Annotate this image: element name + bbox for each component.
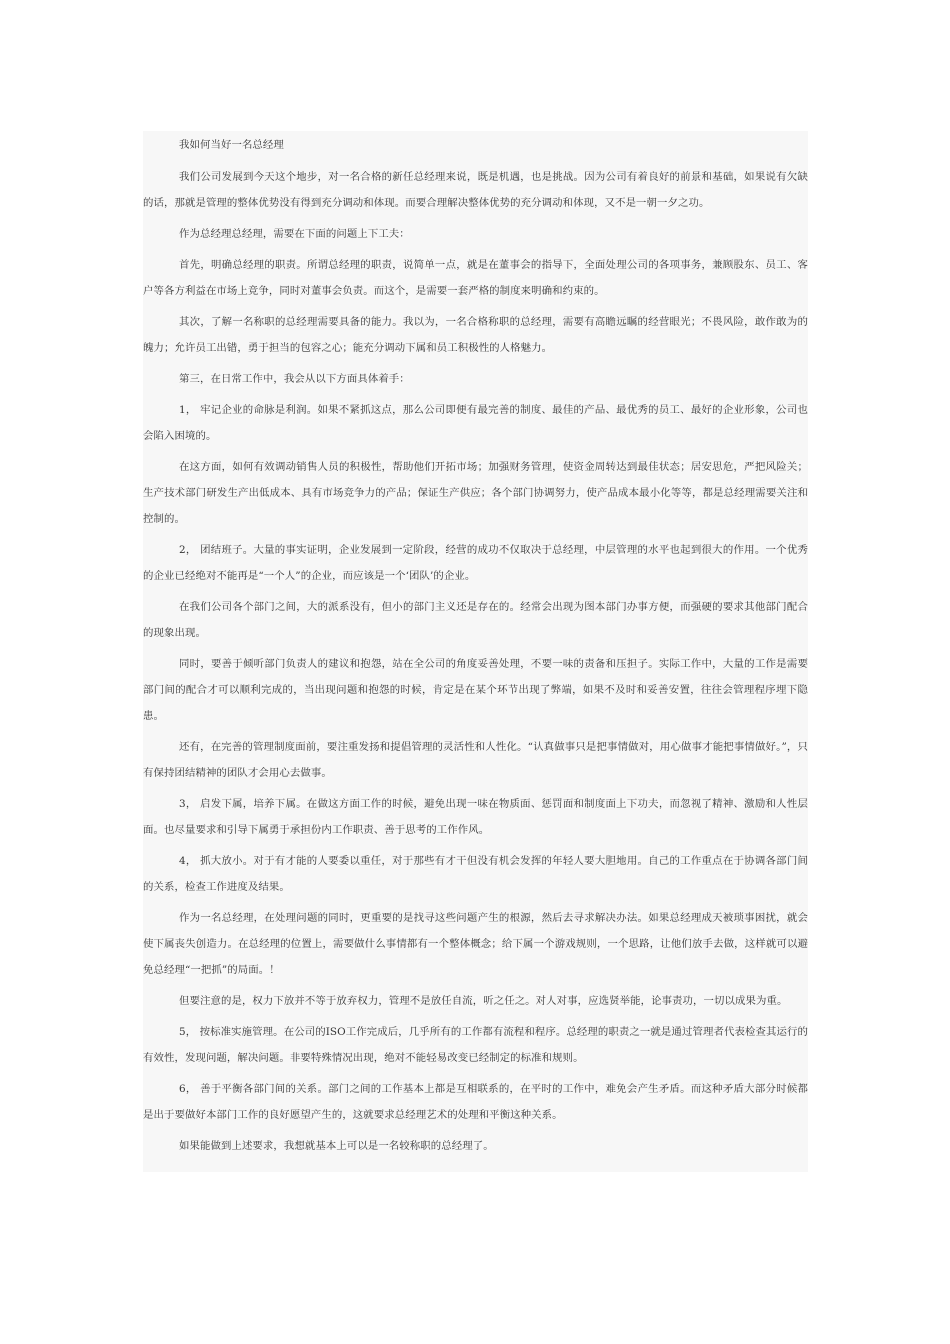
paragraph: 3， 启发下属，培养下属。在做这方面工作的时候，避免出现一味在物质面、惩罚面和制度面上下功夫，而忽视了精神、激励和人性层面。也尽量要求和引导下属勇于承担份内工作职责、善于思考的工作作风。 — [143, 798, 808, 836]
paragraph: 首先，明确总经理的职责。所谓总经理的职责，说简单一点，就是在董事会的指导下，全面处理公司的各项事务，兼顾股东、员工、客户等各方利益在市场上竞争，同时对董事会负责。而这个，是需要一套严格的制度来明确和约束的。 — [143, 259, 808, 297]
paragraph: 4， 抓大放小。对于有才能的人要委以重任，对于那些有才干但没有机会发挥的年轻人要大胆地用。自己的工作重点在于协调各部门间的关系，检查工作进度及结果。 — [143, 855, 808, 893]
paragraph: 但要注意的是，权力下放并不等于放弃权力，管理不是放任自流，听之任之。对人对事，应选贤举能，论事责功，一切以成果为重。 — [179, 995, 788, 1007]
paragraph: 2， 团结班子。大量的事实证明，企业发展到一定阶段，经营的成功不仅取决于总经理，中层管理的水平也起到很大的作用。一个优秀的企业已经绝对不能再是“一个人”的企业，而应该是一个‘团队’的企业。 — [143, 544, 808, 582]
paragraph: 作为一名总经理，在处理问题的同时，更重要的是找寻这些问题产生的根源，然后去寻求解决办法。如果总经理成天被琐事困扰，就会使下属丧失创造力。在总经理的位置上，需要做什么事情都有一个整体概念；给下属一个游戏规则，一个思路，让他们放手去做，这样就可以避免总经理“一把抓”的局面。！ — [143, 912, 808, 976]
paragraph: 作为总经理总经理，需要在下面的问题上下工夫： — [179, 228, 410, 240]
paragraph: 如果能做到上述要求，我想就基本上可以是一名较称职的总经理了。 — [179, 1140, 494, 1152]
paragraph: 第三，在日常工作中，我会从以下方面具体着手： — [179, 373, 410, 385]
article-title: 我如何当好一名总经理 — [179, 139, 284, 151]
paragraph: 5， 按标准实施管理。在公司的ISO工作完成后，几乎所有的工作都有流程和程序。总经理的职责之一就是通过管理者代表检查其运行的有效性，发现问题，解决问题。非要特殊情况出现，绝对不能轻易改变已经制定的标准和规则。 — [143, 1026, 808, 1064]
document-page — [143, 131, 808, 1172]
paragraph: 我们公司发展到今天这个地步，对一名合格的新任总经理来说，既是机遇，也是挑战。因为公司有着良好的前景和基础，如果说有欠缺的话，那就是管理的整体优势没有得到充分调动和体现。而要合理解决整体优势的充分调动和体现，又不是一朝一夕之功。 — [143, 171, 808, 209]
paragraph: 同时，要善于倾听部门负责人的建议和抱怨，站在全公司的角度妥善处理，不要一味的责备和压担子。实际工作中，大量的工作是需要部门间的配合才可以顺利完成的，当出现问题和抱怨的时候，肯定是在某个环节出现了弊端，如果不及时和妥善安置，往往会管理程序埋下隐患。 — [143, 658, 808, 722]
paragraph: 6， 善于平衡各部门间的关系。部门之间的工作基本上都是互相联系的，在平时的工作中，难免会产生矛盾。而这种矛盾大部分时候都是出于要做好本部门工作的良好愿望产生的，这就要求总经理艺术的处理和平衡这种关系。 — [143, 1083, 808, 1121]
paragraph: 其次，了解一名称职的总经理需要具备的能力。我以为，一名合格称职的总经理，需要有高瞻远瞩的经营眼光；不畏风险，敢作敢为的魄力；允许员工出错，勇于担当的包容之心；能充分调动下属和员工积极性的人格魅力。 — [143, 316, 808, 354]
paragraph: 在我们公司各个部门之间，大的派系没有，但小的部门主义还是存在的。经常会出现为图本部门办事方便，而强硬的要求其他部门配合的现象出现。 — [143, 601, 808, 639]
paragraph: 在这方面，如何有效调动销售人员的积极性，帮助他们开拓市场；加强财务管理，使资金周转达到最佳状态；居安思危，严把风险关；生产技术部门研发生产出低成本、具有市场竞争力的产品；保证生产供应；各个部门协调努力，使产品成本最小化等等，都是总经理需要关注和控制的。 — [143, 461, 808, 525]
paragraph: 还有，在完善的管理制度面前，要注重发扬和提倡管理的灵活性和人性化。“认真做事只是把事情做对，用心做事才能把事情做好。”，只有保持团结精神的团队才会用心去做事。 — [143, 741, 808, 779]
paragraph: 1， 牢记企业的命脉是利润。如果不紧抓这点，那么公司即便有最完善的制度、最佳的产品、最优秀的员工、最好的企业形象，公司也会陷入困境的。 — [143, 404, 808, 442]
